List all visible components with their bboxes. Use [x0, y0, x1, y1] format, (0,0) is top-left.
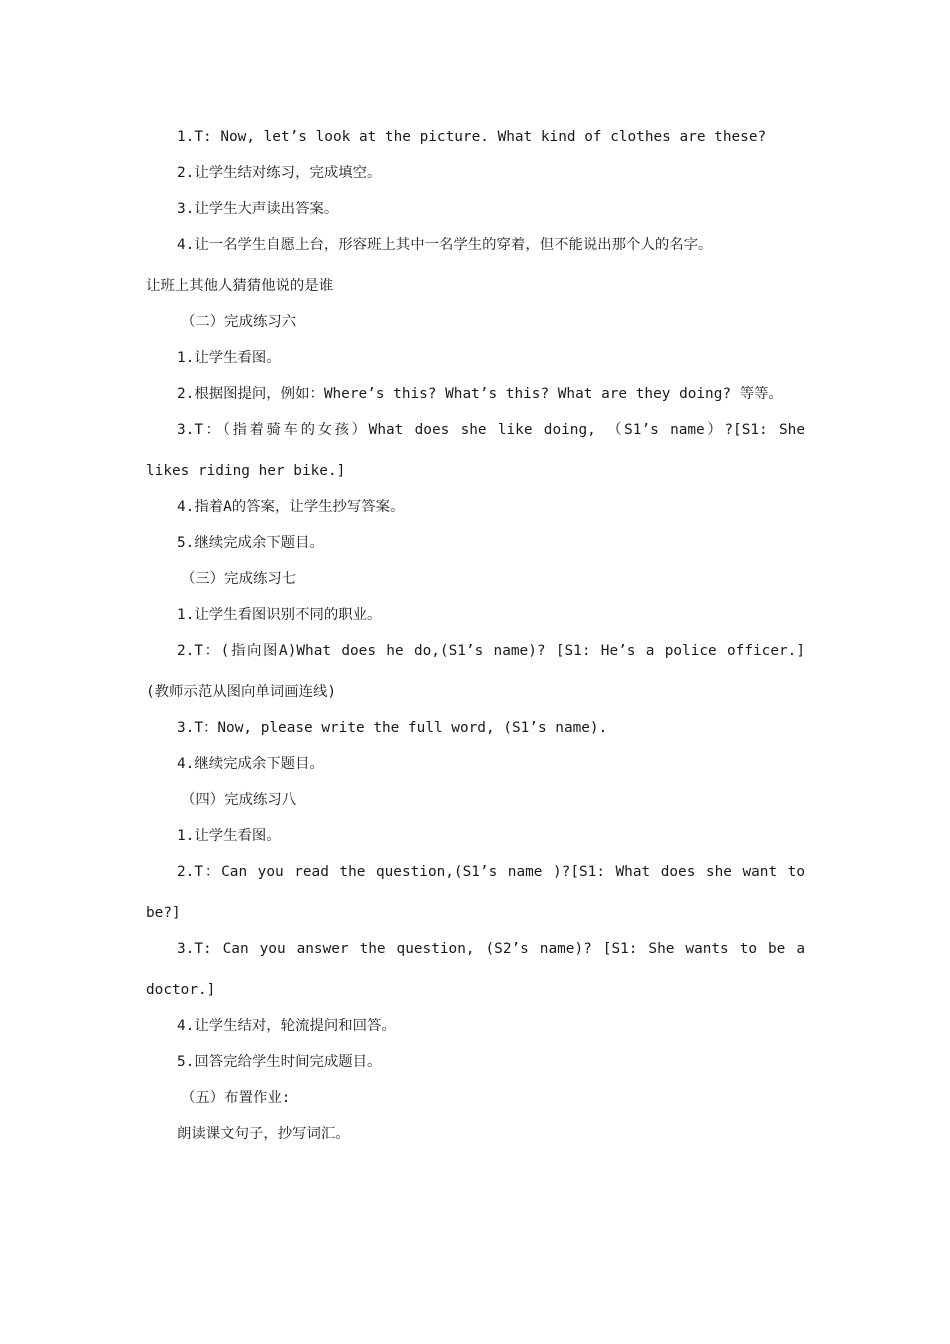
s2-step-1: 1.让学生看图。 — [177, 350, 281, 366]
s4-step-5: 5.回答完给学生时间完成题目。 — [177, 1054, 382, 1070]
s2-step-3: 3.T：（指着骑车的女孩）What does she like doing, （S1’s name）?[S1: She — [177, 422, 805, 438]
s3-step-2: 2.T：(指向图A)What does he do,(S1’s name)? [S1: He’s a police officer.] — [177, 643, 805, 659]
s2-step-4: 4.指着A的答案，让学生抄写答案。 — [177, 499, 405, 515]
step-2-pair-practice: 2.让学生结对练习，完成填空。 — [177, 165, 382, 181]
section-3-heading: （三）完成练习七 — [181, 571, 297, 587]
s4-step-2: 2.T：Can you read the question,(S1’s name )?[S1: What does she want to — [177, 864, 805, 880]
step-3-read-answers: 3.让学生大声读出答案。 — [177, 201, 339, 217]
s3-step-3: 3.T：Now, please write the full word, (S1’s name). — [177, 720, 608, 736]
s3-step-4: 4.继续完成余下题目。 — [177, 756, 324, 772]
s4-step-4: 4.让学生结对，轮流提问和回答。 — [177, 1018, 396, 1034]
s2-step-2: 2.根据图提问，例如：Where’s this? What’s this? What are they doing? 等等。 — [177, 386, 783, 402]
section-4-heading: （四）完成练习八 — [181, 792, 297, 808]
step-1-picture-question: 1.T: Now, let’s look at the picture. What kind of clothes are these? — [177, 129, 767, 145]
s3-step-2-note: (教师示范从图向单词画连线) — [146, 684, 337, 700]
s2-step-5: 5.继续完成余下题目。 — [177, 535, 324, 551]
s4-step-3-continued: doctor.] — [146, 982, 216, 998]
homework-line: 朗读课文句子，抄写词汇。 — [177, 1126, 350, 1142]
s2-step-3-continued: likes riding her bike.] — [146, 463, 346, 479]
s4-step-3: 3.T: Can you answer the question, (S2’s name)? [S1: She wants to be a — [177, 941, 805, 957]
s4-step-2-continued: be?] — [146, 905, 181, 921]
step-4-continued: 让班上其他人猜猜他说的是谁 — [146, 278, 334, 294]
section-5-heading: （五）布置作业: — [181, 1090, 291, 1106]
section-2-heading: （二）完成练习六 — [181, 314, 297, 330]
s3-step-1: 1.让学生看图识别不同的职业。 — [177, 607, 382, 623]
step-4-describe-classmate: 4.让一名学生自愿上台，形容班上其中一名学生的穿着，但不能说出那个人的名字。 — [177, 237, 713, 253]
s4-step-1: 1.让学生看图。 — [177, 828, 281, 844]
